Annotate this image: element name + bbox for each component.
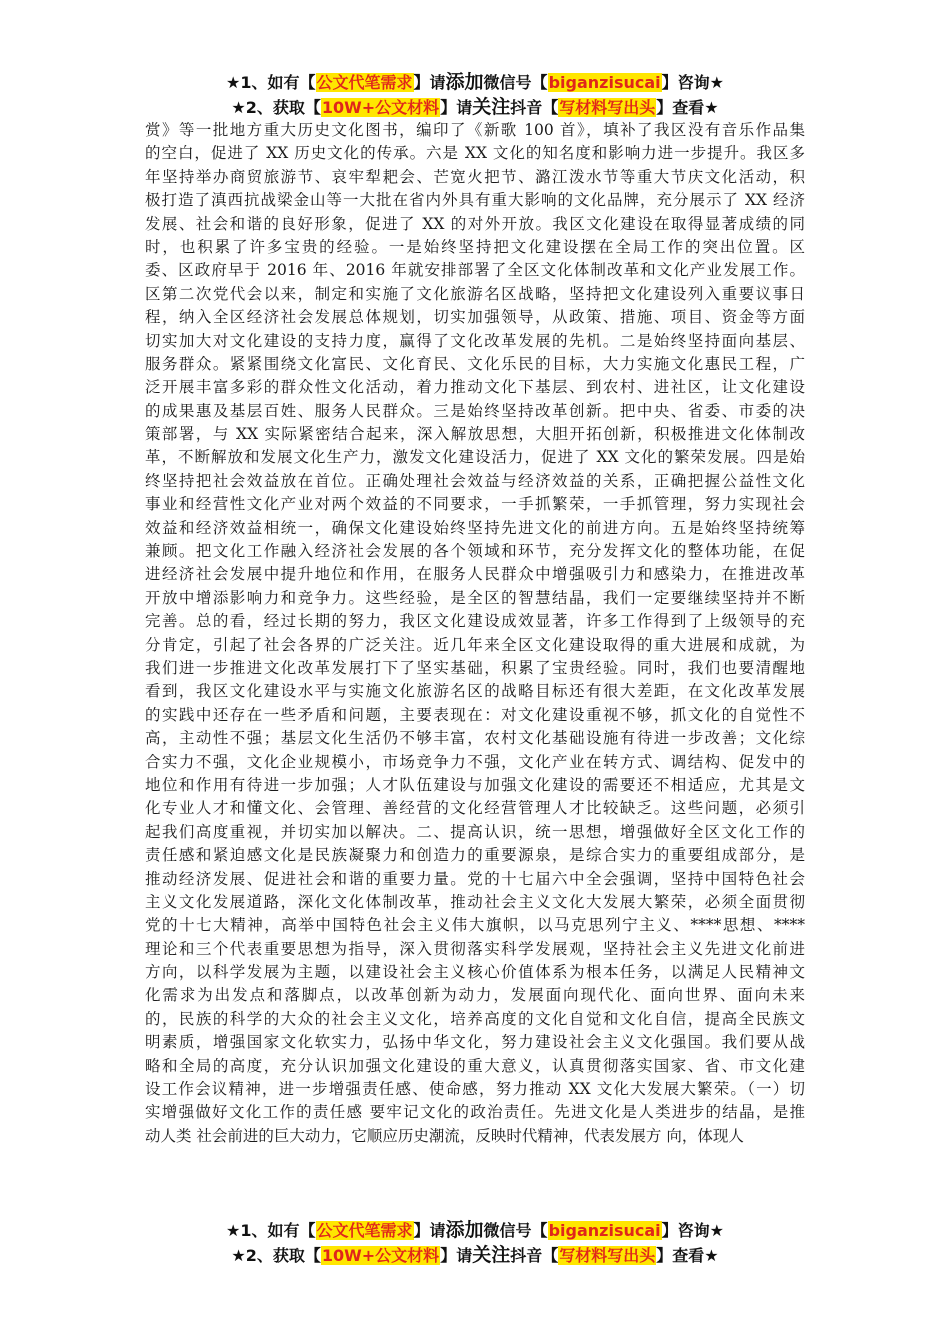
banner-emphasis: 添加 xyxy=(445,71,484,93)
banner-text: ★2、获取【 xyxy=(231,1246,321,1265)
body-line: 责任感和紧迫感文化是民族凝聚力和创造力的重要源泉，是综合实力的重要组成部分，是 xyxy=(145,846,805,865)
highlight-wechat-id: biganzisucai xyxy=(548,73,661,92)
body-line: 极打造了滇西抗战梁金山等一大批在省内外具有重大影响的文化品牌，充分展示了 XX 经济 xyxy=(145,191,805,210)
promo-banner-wechat-bottom xyxy=(140,1218,810,1243)
promo-banner-douyin-top xyxy=(140,95,810,120)
body-line: 方向，以科学发展为主题，以建设社会主义核心价值体系为根本任务，以满足人民精神文 xyxy=(145,963,805,982)
body-line: 赏》等一批地方重大历史文化图书，编印了《新歌 100 首》，填补了我区没有音乐作品集 xyxy=(145,121,805,139)
body-line: 程，纳入全区经济社会发展总体规划，切实加强领导，从政策、措施、项目、资金等方面 xyxy=(145,308,805,327)
body-line: 略和全局的高度，充分认识加强文化建设的重大意义，认真贯彻落实国家、省、市文化建 xyxy=(145,1056,805,1075)
body-line: 的空白，促进了 XX 历史文化的传承。六是 XX 文化的知名度和影响力进一步提升。我区多 xyxy=(145,144,805,163)
body-line: 化专业人才和懂文化、会管理、善经营的文化经营管理人才比较缺乏。这些问题，必须引 xyxy=(145,799,805,818)
banner-emphasis: 添加 xyxy=(445,1219,484,1241)
body-line: 开放中增添影响力和竞争力。这些经验，是全区的智慧结晶，我们一定要继续坚持并不断 xyxy=(145,588,805,607)
body-line: 实增强做好文化工作的责任感 要牢记文化的政治责任。先进文化是人类进步的结晶，是推 xyxy=(145,1103,805,1122)
highlight-douyin-account: 写材料写出头 xyxy=(559,98,656,117)
body-line: 时，也积累了许多宝贵的经验。一是始终坚持把文化建设摆在全局工作的突出位置。区 xyxy=(145,237,805,256)
body-line: 策部署，与 XX 实际紧密结合起来，深入解放思想，大胆开拓创新，积极推进文化体制改 xyxy=(145,425,805,444)
banner-text: 】请 xyxy=(440,98,473,117)
highlight-douyin-account: 写材料写出头 xyxy=(559,1246,656,1265)
banner-text: 】咨询★ xyxy=(661,73,724,92)
highlight-service: 公文代笔需求 xyxy=(316,73,413,92)
banner-emphasis: 关注 xyxy=(472,1244,511,1266)
body-line: 主义文化发展道路，深化文化体制改革，推动社会主义文化大发展大繁荣，必须全面贯彻 xyxy=(145,892,805,911)
highlight-wechat-id: biganzisucai xyxy=(548,1221,661,1240)
body-line: 合实力不强，文化企业规模小，市场竞争力不强，文化产业在转方式、调结构、促发中的 xyxy=(145,752,805,771)
body-line: 我们进一步推进文化改革发展打下了坚实基础，积累了宝贵经验。同时，我们也要清醒地 xyxy=(145,658,805,677)
body-line: 切实加大对文化建设的支持力度，赢得了文化改革发展的先机。二是始终坚持面向基层、 xyxy=(145,331,805,350)
body-line: 分肯定，引起了社会各界的广泛关注。近几年来全区文化建设取得的重大进展和成就，为 xyxy=(145,635,805,654)
body-line: 的实践中还存在一些矛盾和问题，主要表现在：对文化建设重视不够，抓文化的自觉性不 xyxy=(145,705,805,724)
body-line: 起我们高度重视，并切实加以解决。二、提高认识，统一思想，增强做好全区文化工作的 xyxy=(145,822,805,841)
banner-text: 】咨询★ xyxy=(661,1221,724,1240)
body-line: 高，主动性不强；基层文化生活仍不够丰富，农村文化基础设施有待进一步改善；文化综 xyxy=(145,729,805,748)
body-line: 年坚持举办商贸旅游节、哀牢犁耙会、芒宽火把节、潞江泼水节等重大节庆文化活动，积 xyxy=(145,167,805,186)
body-line: 明素质，增强国家文化软实力，弘扬中华文化，努力建设社会主义文化强国。我们要从战 xyxy=(145,1033,805,1052)
body-line: 的，民族的科学的大众的社会主义文化，培养高度的文化自觉和文化自信，提高全民族文 xyxy=(145,1009,805,1028)
body-line: 区第二次党代会以来，制定和实施了文化旅游名区战略，坚持把文化建设列入重要议事日 xyxy=(145,284,805,303)
highlight-materials: 10W+公文材料 xyxy=(321,98,440,117)
banner-text: 微信号【 xyxy=(483,73,548,92)
body-line: 的成果惠及基层百姓、服务人民群众。三是始终坚持改革创新。把中央、省委、市委的决 xyxy=(145,401,805,420)
body-line: 服务群众。紧紧围绕文化富民、文化育民、文化乐民的目标，大力实施文化惠民工程，广 xyxy=(145,354,805,373)
body-line: 设工作会议精神，进一步增强责任感、使命感，努力推动 XX 文化大发展大繁荣。（一）切 xyxy=(145,1080,805,1099)
promo-banner-wechat-top xyxy=(140,70,810,95)
banner-text: 】请 xyxy=(440,1246,473,1265)
banner-text: ★1、如有【 xyxy=(226,1221,316,1240)
body-line: 党的十七大精神，高举中国特色社会主义伟大旗帜，以马克思列宁主义、****思想、**** xyxy=(145,916,805,935)
banner-text: 微信号【 xyxy=(483,1221,548,1240)
body-line: 泛开展丰富多彩的群众性文化活动，着力推动文化下基层、到农村、进社区，让文化建设 xyxy=(145,378,805,397)
body-line: 革，不断解放和发展文化生产力，激发文化建设活力，促进了 XX 文化的繁荣发展。四是始 xyxy=(145,448,805,467)
banner-emphasis: 关注 xyxy=(472,96,511,118)
body-line: 化需求为出发点和落脚点，以改革创新为动力，发展面向现代化、面向世界、面向未来 xyxy=(145,986,805,1005)
body-line: 效益和经济效益相统一，确保文化建设始终坚持先进文化的前进方向。五是始终坚持统筹 xyxy=(145,518,805,537)
banner-text: ★2、获取【 xyxy=(231,98,321,117)
highlight-service: 公文代笔需求 xyxy=(316,1221,413,1240)
body-line: 委、区政府早于 2016 年、2016 年就安排部署了全区文化体制改革和文化产业发展工作。 xyxy=(145,261,805,280)
body-line: 理论和三个代表重要思想为指导，深入贯彻落实科学发展观，坚持社会主义先进文化前进 xyxy=(145,939,805,958)
body-line: 推动经济发展、促进社会和谐的重要力量。党的十七届六中全会强调，坚持中国特色社会 xyxy=(145,869,805,888)
banner-text: ★1、如有【 xyxy=(226,73,316,92)
banner-text: 抖音【 xyxy=(510,98,559,117)
body-line: 地位和作用有待进一步加强；人才队伍建设与加强文化建设的需要还不相适应，尤其是文 xyxy=(145,775,805,794)
banner-text: 】查看★ xyxy=(656,1246,719,1265)
banner-text: 抖音【 xyxy=(510,1246,559,1265)
body-line: 终坚持把社会效益放在首位。正确处理社会效益与经济效益的关系，正确把握公益性文化 xyxy=(145,471,805,490)
body-line: 看到，我区文化建设水平与实施文化旅游名区的战略目标还有很大差距，在文化改革发展 xyxy=(145,682,805,701)
body-text xyxy=(145,119,805,1148)
body-line: 发展、社会和谐的良好形象，促进了 XX 的对外开放。我区文化建设在取得显著成绩的同 xyxy=(145,214,805,233)
body-line: 事业和经营性文化产业对两个效益的不同要求，一手抓繁荣，一手抓管理，努力实现社会 xyxy=(145,495,805,514)
banner-text: 】查看★ xyxy=(656,98,719,117)
banner-text: 】请 xyxy=(413,73,446,92)
body-line: 动人类 社会前进的巨大动力，它顺应历史潮流，反映时代精神，代表发展方 向，体现人 xyxy=(145,1126,744,1145)
highlight-materials: 10W+公文材料 xyxy=(321,1246,440,1265)
body-line: 兼顾。把文化工作融入经济社会发展的各个领域和环节，充分发挥文化的整体功能，在促 xyxy=(145,542,805,561)
body-line: 完善。总的看，经过长期的努力，我区文化建设成效显著，许多工作得到了上级领导的充 xyxy=(145,612,805,631)
banner-text: 】请 xyxy=(413,1221,446,1240)
promo-banner-douyin-bottom xyxy=(140,1243,810,1268)
body-line: 进经济社会发展中提升地位和作用，在服务人民群众中增强吸引力和感染力，在推进改革 xyxy=(145,565,805,584)
